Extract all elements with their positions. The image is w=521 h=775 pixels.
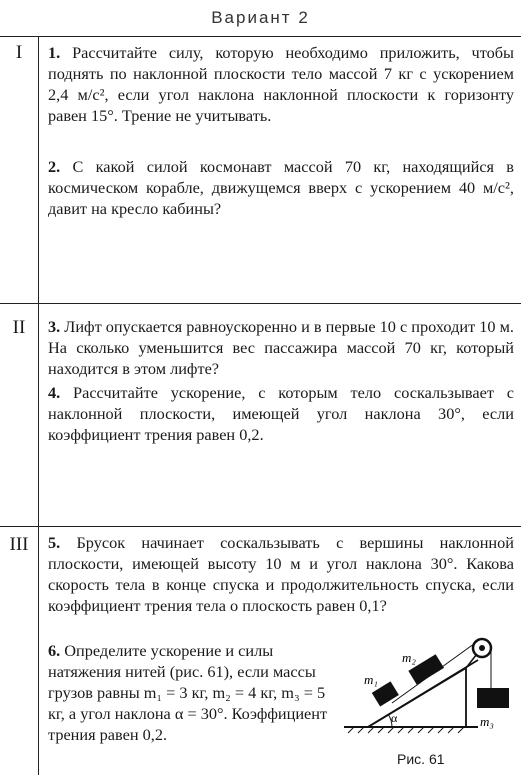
- incline-pulley-figure: [340, 600, 518, 770]
- task-3-text: Лифт опускается равноускоренно и в первые 10 с проходит 10 м. На сколько уменьшится вес пассажира массой 70 кг, который находится в этом лифте?: [48, 317, 514, 378]
- task-2-number: 2.: [48, 157, 61, 176]
- task-2: [48, 156, 514, 219]
- task-5-number: 5.: [48, 533, 61, 552]
- section-roman-3: III: [9, 534, 29, 555]
- task-4: [48, 382, 514, 445]
- row-divider-2: [0, 526, 521, 527]
- task-6: [48, 640, 333, 745]
- column-divider: [38, 36, 39, 775]
- task-4-text: Рассчитайте ускорение, с которым тело соскальзывает с наклонной плоскости, имеющей угол наклона 30°, если коэффициент трения равен 0,2.: [48, 383, 514, 444]
- task-3: [48, 316, 514, 379]
- task-1-number: 1.: [48, 43, 61, 62]
- section-roman-1: I: [15, 42, 23, 63]
- label-m1: m₁: [364, 672, 378, 687]
- label-m2: m₂: [402, 650, 416, 665]
- task-6-text: Определите ускорение и силы натяжения нитей (рис. 61), если массы грузов равны m₁ = 3 кг, m₂ = 4 кг, m₃ = 5 кг, а угол наклона α = 30°. Коэффициент трения равен 0,2.: [48, 641, 328, 744]
- variant-title: Вариант 2: [211, 8, 310, 27]
- task-6-number: 6.: [48, 641, 61, 660]
- task-4-number: 4.: [48, 383, 61, 402]
- task-3-number: 3.: [48, 317, 61, 336]
- task-5-text: Брусок начинает соскальзывать с вершины наклонной плоскости, имеющей высоту 10 м и угол наклона 30°. Какова скорость тела в конце спуска и продолжительность спуска, если коэффициент трения тела о плоскость равен 0,1?: [48, 533, 514, 615]
- angle-label: α: [391, 711, 398, 725]
- section-roman-2: II: [12, 317, 26, 338]
- task-2-text: С какой силой космонавт массой 70 кг, находящийся в космическом корабле, движущемся вверх с ускорением 40 м/с², давит на кресло кабины?: [48, 157, 514, 218]
- task-1-text: Рассчитайте силу, которую необходимо приложить, чтобы поднять по наклонной плоскости тело массой 7 кг с ускорением 2,4 м/с², если угол наклона наклонной плоскости к горизонту равен 15°. Трение не учитывать.: [48, 43, 514, 125]
- block-m3: [477, 688, 509, 708]
- row-divider-1: [0, 303, 521, 304]
- figure-caption: Рис. 61: [397, 751, 445, 767]
- label-m3: m₃: [480, 714, 494, 729]
- table-top-border: [0, 36, 521, 37]
- pulley-axle: [479, 645, 485, 651]
- task-1: [48, 42, 514, 126]
